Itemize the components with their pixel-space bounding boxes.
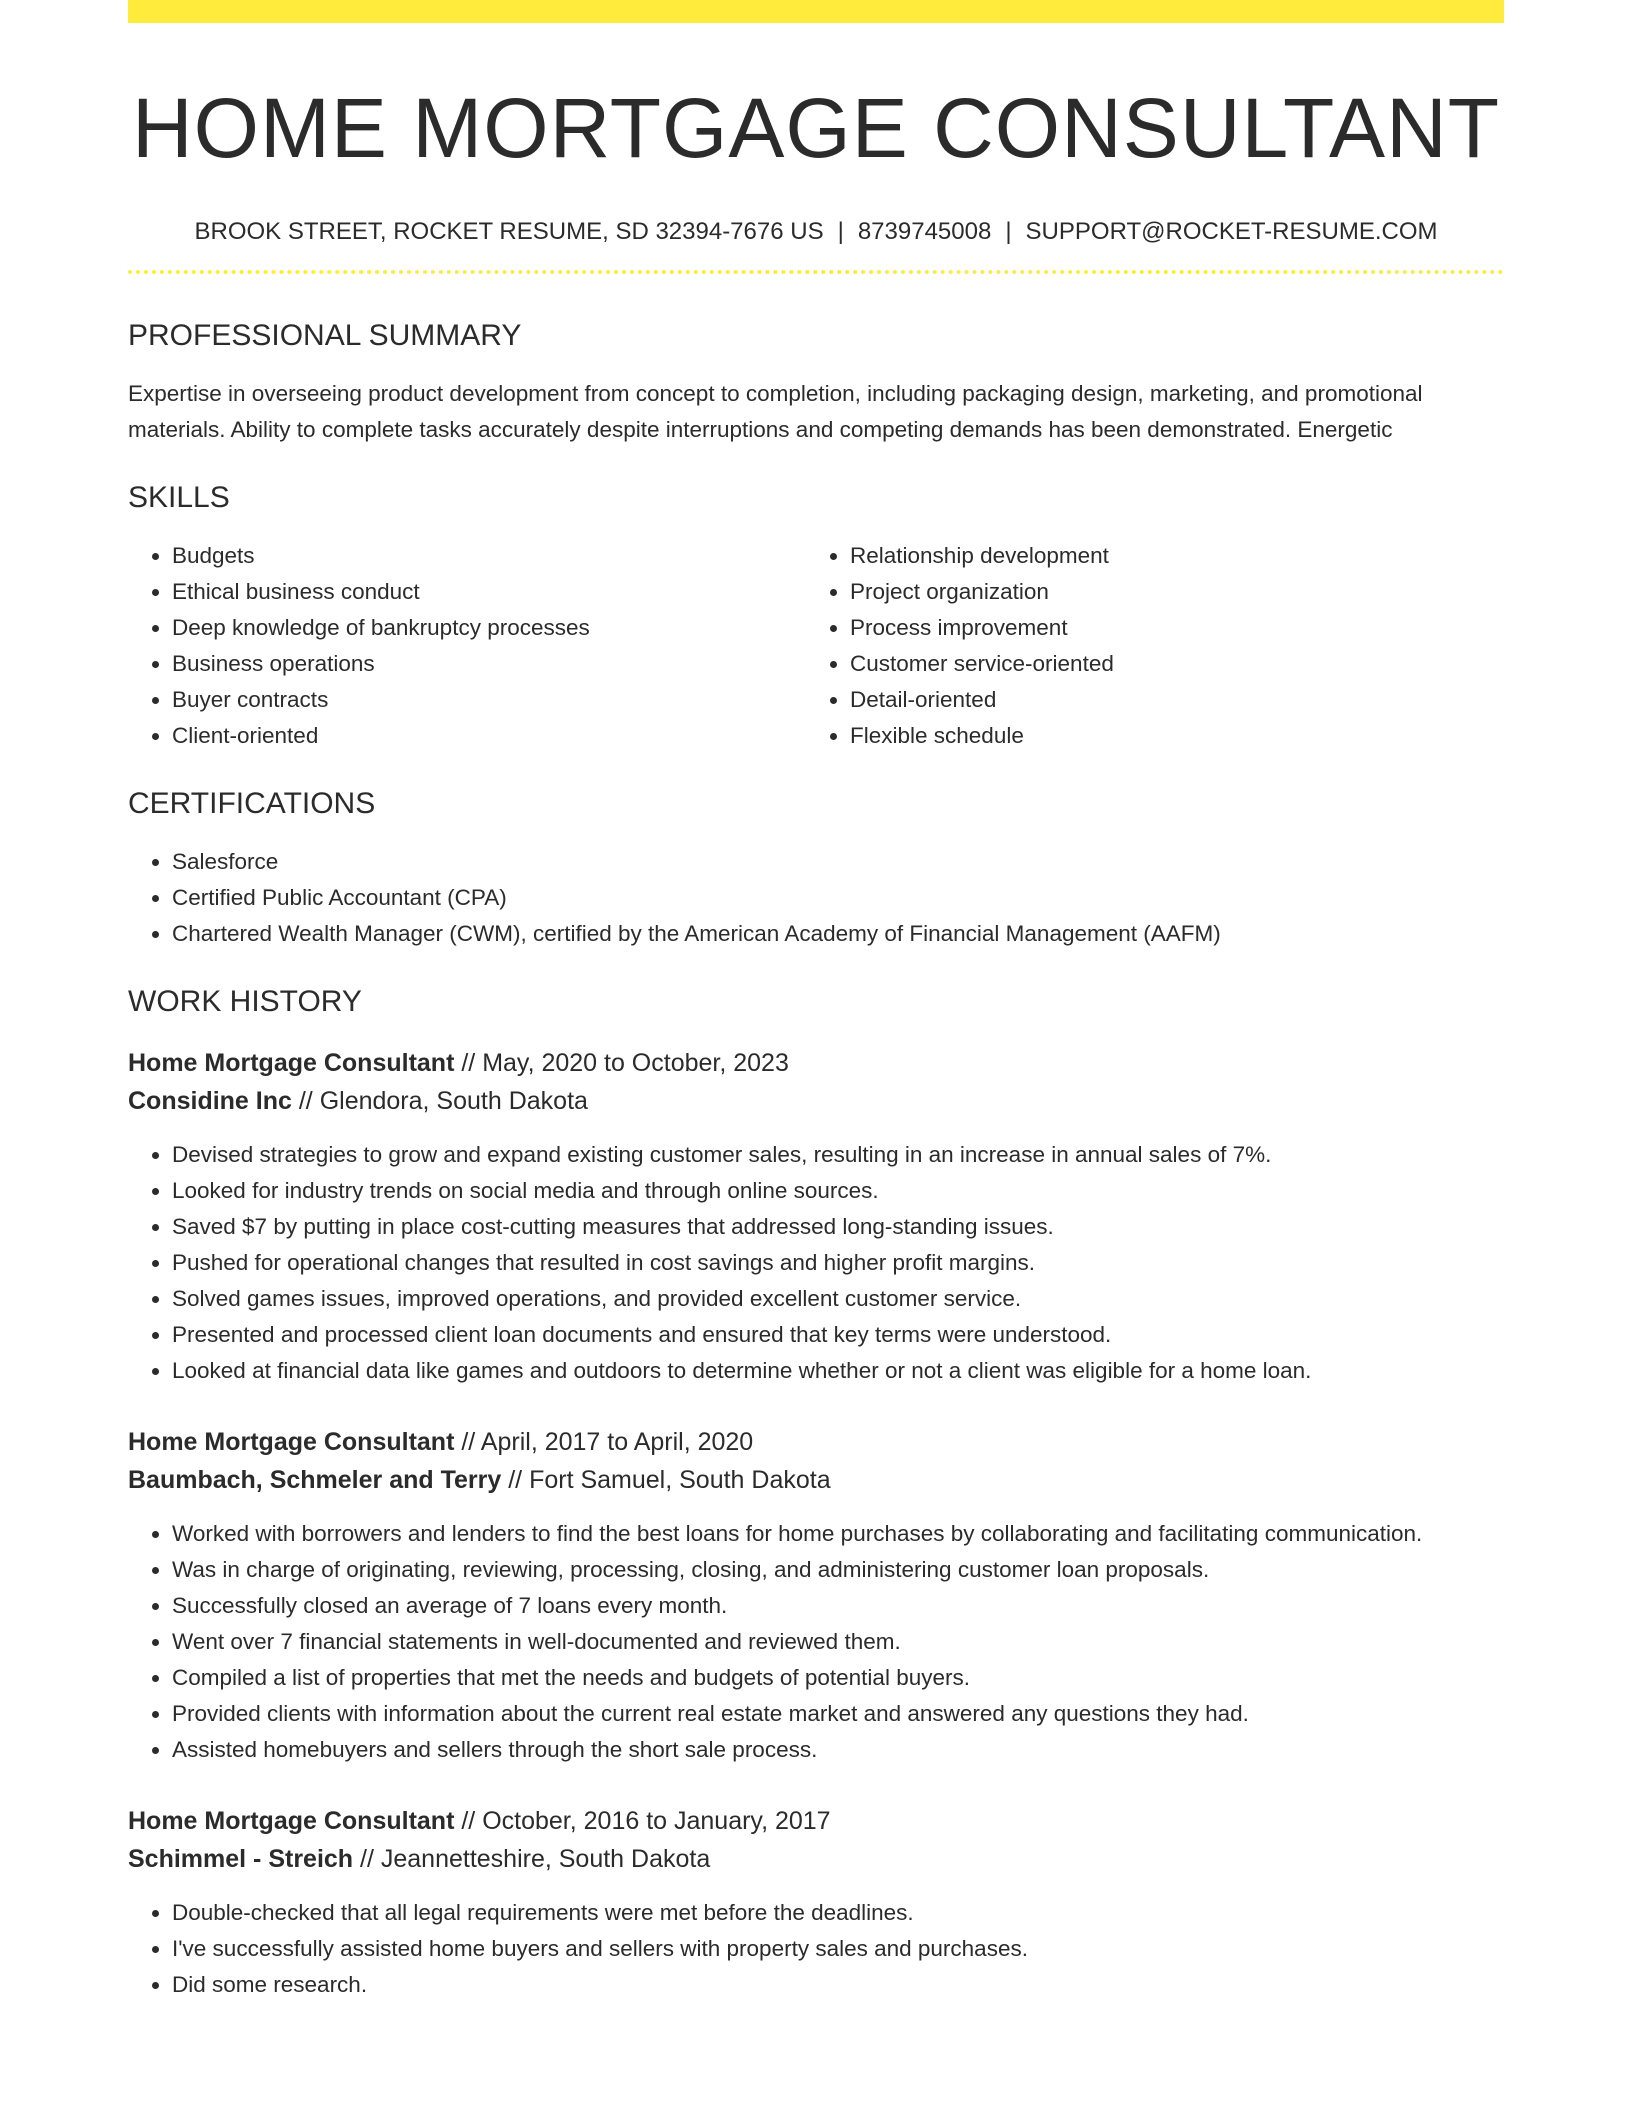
skill-item: • Business operations	[172, 646, 806, 682]
job-bullet: • Successfully closed an average of 7 loans every month.	[172, 1588, 1504, 1624]
job-title: Home Mortgage Consultant	[128, 1428, 455, 1456]
resume-content	[128, 0, 1504, 2003]
skill-item: • Customer service-oriented	[850, 646, 1484, 682]
job-bullet: • Went over 7 financial statements in well-documented and reviewed them.	[172, 1624, 1504, 1660]
certifications-heading: CERTIFICATIONS	[128, 787, 376, 820]
contact-address: BROOK STREET, ROCKET RESUME, SD 32394-7676 US	[194, 218, 824, 245]
job-company-line	[128, 1840, 1504, 1878]
job-bullets	[128, 1137, 1504, 1389]
skill-item: • Ethical business conduct	[172, 574, 806, 610]
job-title: Home Mortgage Consultant	[128, 1049, 455, 1077]
job-bullet: • Assisted homebuyers and sellers through the short sale process.	[172, 1732, 1504, 1768]
certifications-list	[128, 844, 1504, 952]
skill-item: • Budgets	[172, 538, 806, 574]
job-title-line	[128, 1044, 1504, 1082]
dotted-divider	[128, 270, 1504, 274]
skill-item: • Flexible schedule	[850, 718, 1484, 754]
job-location: // Glendora, South Dakota	[291, 1087, 588, 1115]
contact-line	[128, 216, 1504, 248]
job-bullet: • Worked with borrowers and lenders to find the best loans for home purchases by collaborating and facilitating communication.	[172, 1516, 1504, 1552]
skills-column-left	[128, 538, 806, 754]
job-dates: // April, 2017 to April, 2020	[454, 1428, 754, 1456]
skills-list-left	[128, 538, 806, 754]
job-bullet: • Looked at financial data like games and outdoors to determine whether or not a client was eligible for a home loan.	[172, 1353, 1504, 1389]
job-title: Home Mortgage Consultant	[128, 1807, 455, 1835]
job-bullet: • Double-checked that all legal requirements were met before the deadlines.	[172, 1895, 1504, 1931]
job-bullets	[128, 1516, 1504, 1768]
job-entry	[128, 1423, 1504, 1768]
certification-item: • Chartered Wealth Manager (CWM), certified by the American Academy of Financial Management (AAFM)	[172, 916, 1504, 952]
contact-phone: 8739745008	[857, 218, 992, 245]
skills-grid	[128, 538, 1504, 754]
job-bullet: • Devised strategies to grow and expand existing customer sales, resulting in an increase in annual sales of 7%.	[172, 1137, 1504, 1173]
job-bullet: • Looked for industry trends on social media and through online sources.	[172, 1173, 1504, 1209]
skill-item: • Project organization	[850, 574, 1484, 610]
job-dates: // May, 2020 to October, 2023	[454, 1049, 789, 1077]
job-company: Baumbach, Schmeler and Terry	[128, 1466, 502, 1494]
job-bullet: • I've successfully assisted home buyers and sellers with property sales and purchases.	[172, 1931, 1504, 1967]
contact-separator: |	[1005, 218, 1012, 245]
certification-item: • Certified Public Accountant (CPA)	[172, 880, 1504, 916]
job-company: Schimmel - Streich	[128, 1845, 354, 1873]
job-bullet: • Was in charge of originating, reviewing, processing, closing, and administering customer loan proposals.	[172, 1552, 1504, 1588]
job-dates: // October, 2016 to January, 2017	[454, 1807, 831, 1835]
job-location: // Jeannetteshire, South Dakota	[353, 1845, 711, 1873]
skill-item: • Buyer contracts	[172, 682, 806, 718]
work-history-heading: WORK HISTORY	[128, 985, 362, 1018]
job-bullet: • Compiled a list of properties that met the needs and budgets of potential buyers.	[172, 1660, 1504, 1696]
skill-item: • Detail-oriented	[850, 682, 1484, 718]
skill-item: • Client-oriented	[172, 718, 806, 754]
job-entry	[128, 1802, 1504, 2003]
job-bullet: • Did some research.	[172, 1967, 1504, 2003]
job-bullet: • Solved games issues, improved operations, and provided excellent customer service.	[172, 1281, 1504, 1317]
job-company-line	[128, 1461, 1504, 1499]
job-title-line	[128, 1802, 1504, 1840]
skills-column-right	[806, 538, 1484, 754]
certification-item: • Salesforce	[172, 844, 1504, 880]
contact-email: SUPPORT@ROCKET-RESUME.COM	[1025, 218, 1438, 245]
skill-item: • Deep knowledge of bankruptcy processes	[172, 610, 806, 646]
skills-list-right	[806, 538, 1484, 754]
job-bullet: • Pushed for operational changes that resulted in cost savings and higher profit margins.	[172, 1245, 1504, 1281]
job-bullets	[128, 1895, 1504, 2003]
job-company: Considine Inc	[128, 1087, 292, 1115]
job-company-line	[128, 1082, 1504, 1120]
page-title: HOME MORTGAGE CONSULTANT	[131, 81, 1501, 175]
summary-text: Expertise in overseeing product development from concept to completion, including packaging design, marketing, and promotional materials. Ability to complete tasks accurately despite interruptions and competing demands has been demonstrated. Energetic	[128, 381, 1423, 442]
summary-heading: PROFESSIONAL SUMMARY	[128, 319, 522, 352]
job-bullet: • Provided clients with information about the current real estate market and answered any questions they had.	[172, 1696, 1504, 1732]
skill-item: • Process improvement	[850, 610, 1484, 646]
contact-separator: |	[837, 218, 844, 245]
skills-heading: SKILLS	[128, 481, 230, 514]
job-entry	[128, 1044, 1504, 1389]
job-location: // Fort Samuel, South Dakota	[501, 1466, 831, 1494]
job-title-line	[128, 1423, 1504, 1461]
job-bullet: • Presented and processed client loan documents and ensured that key terms were understood.	[172, 1317, 1504, 1353]
skill-item: • Relationship development	[850, 538, 1484, 574]
job-bullet: • Saved $7 by putting in place cost-cutting measures that addressed long-standing issues.	[172, 1209, 1504, 1245]
